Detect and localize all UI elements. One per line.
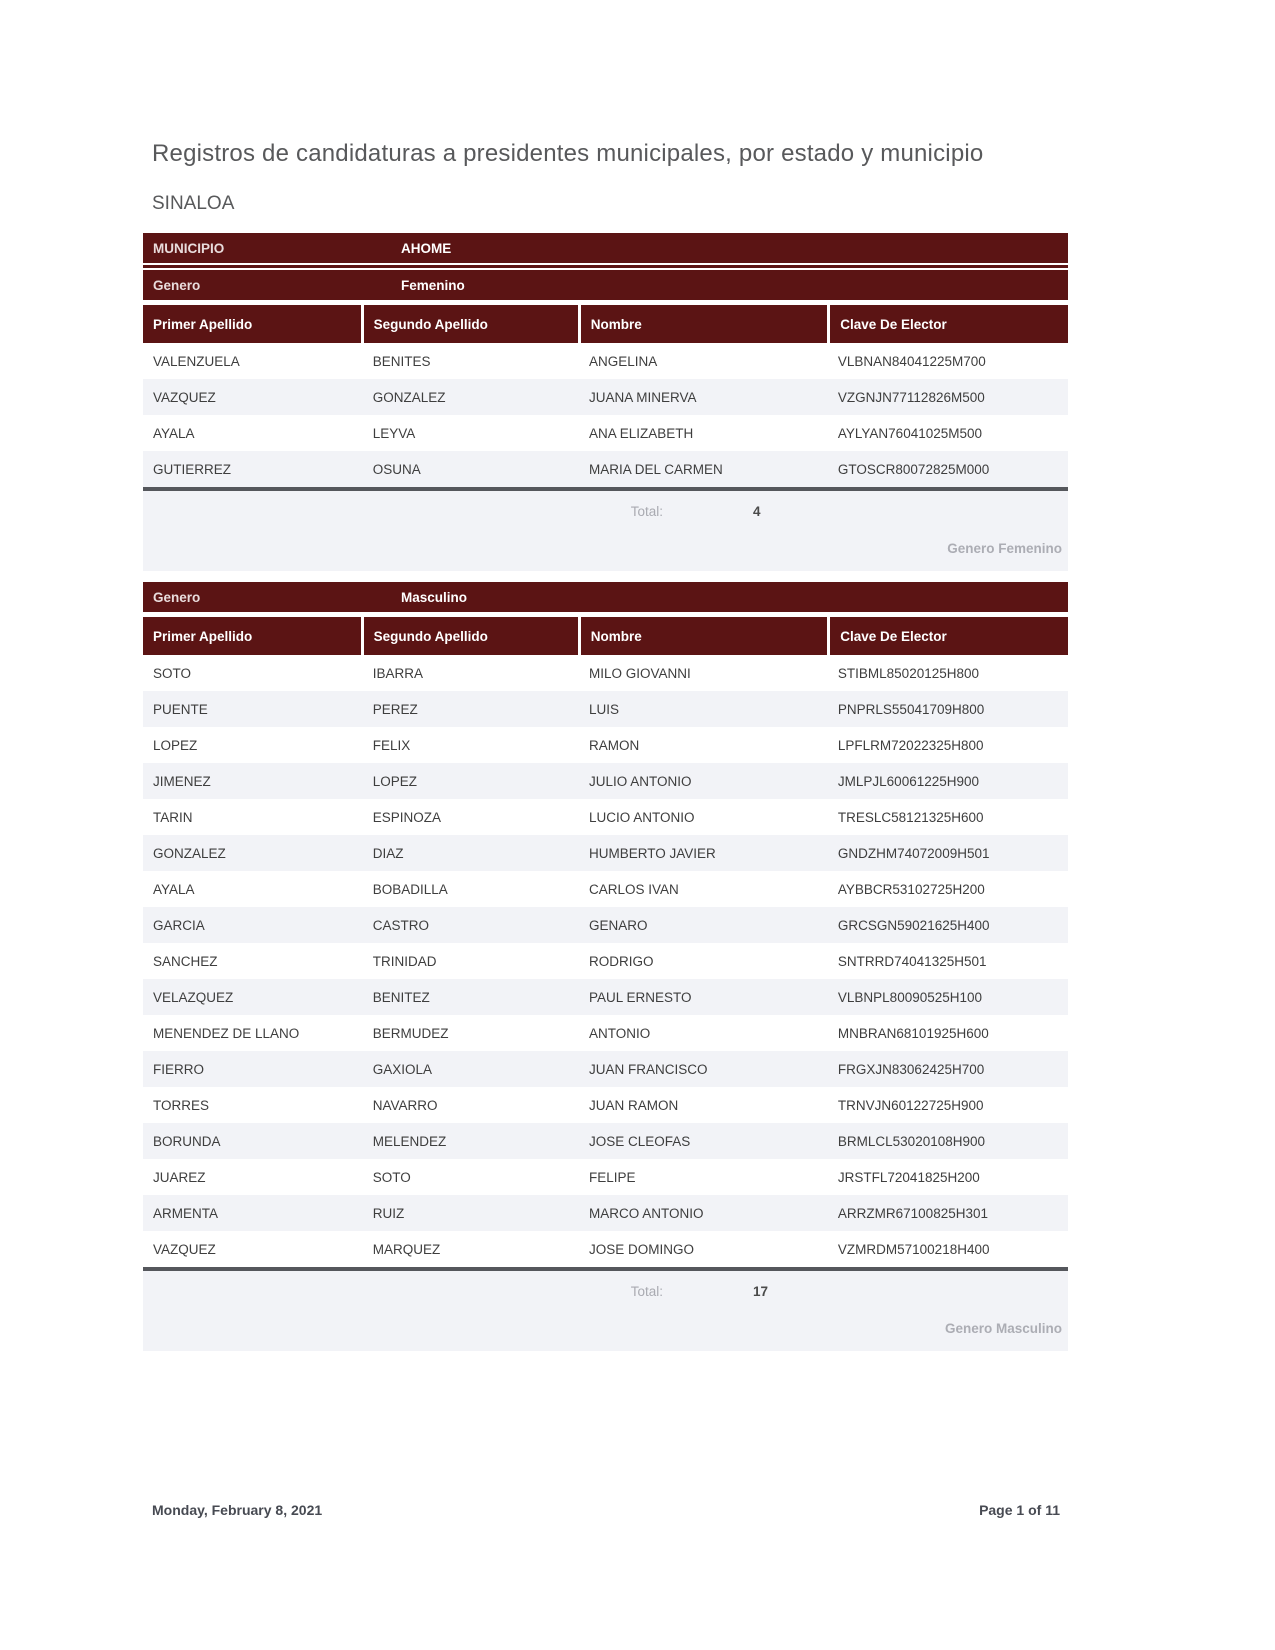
- municipio-value: AHOME: [401, 240, 452, 256]
- table-cell: ESPINOZA: [372, 809, 442, 825]
- table-row: [143, 1195, 1068, 1231]
- column-header: Segundo Apellido: [364, 305, 581, 343]
- table-cell: AYBBCR53102725H200: [837, 881, 985, 897]
- table-cell: SNTRRD74041325H501: [837, 953, 987, 969]
- table-cell: STIBML85020125H800: [837, 665, 980, 681]
- table-cell: TRESLC58121325H600: [837, 809, 984, 825]
- table-cell: VELAZQUEZ: [153, 989, 234, 1005]
- table-cell: JMLPJL60061225H900: [837, 773, 980, 789]
- table-cell: TRINIDAD: [372, 953, 437, 969]
- table-row: [143, 979, 1068, 1015]
- genero-label: Genero: [153, 277, 201, 293]
- table-cell: VAZQUEZ: [153, 389, 216, 405]
- table-cell: PAUL ERNESTO: [588, 989, 692, 1005]
- column-header-row: [143, 617, 1068, 655]
- table-row: [143, 799, 1068, 835]
- table-cell: HUMBERTO JAVIER: [588, 845, 716, 861]
- table-row: [143, 943, 1068, 979]
- table-cell: VALENZUELA: [153, 353, 240, 369]
- genero-header-bar: [143, 582, 1068, 612]
- table-cell: JUAN RAMON: [588, 1097, 679, 1113]
- column-header: Clave De Elector: [830, 617, 1068, 655]
- table-cell: BENITEZ: [372, 989, 430, 1005]
- table-cell: CARLOS IVAN: [588, 881, 679, 897]
- table-cell: SOTO: [153, 665, 192, 681]
- table-cell: ANTONIO: [588, 1025, 651, 1041]
- footer-date: Monday, February 8, 2021: [152, 1502, 323, 1518]
- table-cell: ANGELINA: [588, 353, 658, 369]
- table-row: [143, 1159, 1068, 1195]
- table-row: [143, 835, 1068, 871]
- table-cell: TORRES: [153, 1097, 210, 1113]
- total-block: [143, 487, 1068, 571]
- table-cell: JOSE DOMINGO: [588, 1241, 694, 1257]
- column-header: Segundo Apellido: [364, 617, 581, 655]
- table-cell: LOPEZ: [153, 737, 198, 753]
- report-title: Registros de candidaturas a presidentes municipales, por estado y municipio: [152, 140, 984, 167]
- table-cell: OSUNA: [372, 461, 421, 477]
- genero-section-masculino: [143, 582, 1068, 1351]
- table-cell: GNDZHM74072009H501: [837, 845, 990, 861]
- table-cell: MARIA DEL CARMEN: [588, 461, 723, 477]
- municipio-label: MUNICIPIO: [153, 240, 225, 256]
- total-value: 17: [753, 1284, 769, 1299]
- genero-caption: Genero Masculino: [944, 1321, 1062, 1336]
- table-cell: FELIX: [372, 737, 411, 753]
- table-cell: BORUNDA: [153, 1133, 221, 1149]
- table-row: [143, 763, 1068, 799]
- genero-header-bar: [143, 270, 1068, 300]
- table-cell: JOSE CLEOFAS: [588, 1133, 691, 1149]
- table-cell: NAVARRO: [372, 1097, 438, 1113]
- table-row: [143, 1015, 1068, 1051]
- table-cell: GTOSCR80072825M000: [837, 461, 990, 477]
- table-cell: FRGXJN83062425H700: [837, 1061, 985, 1077]
- table-cell: VLBNAN84041225M700: [837, 353, 986, 369]
- table-row: [143, 451, 1068, 487]
- table-cell: LUIS: [588, 701, 619, 717]
- table-cell: ARRZMR67100825H301: [837, 1205, 988, 1221]
- table-cell: MARQUEZ: [372, 1241, 441, 1257]
- table-cell: VZGNJN77112826M500: [837, 389, 985, 405]
- table-cell: AYALA: [153, 881, 195, 897]
- table-cell: AYALA: [153, 425, 195, 441]
- table-cell: ANA ELIZABETH: [588, 425, 694, 441]
- table-cell: GAXIOLA: [372, 1061, 433, 1077]
- table-cell: BERMUDEZ: [372, 1025, 449, 1041]
- total-label: Total:: [630, 504, 663, 519]
- table-row: [143, 655, 1068, 691]
- table-cell: MILO GIOVANNI: [588, 665, 691, 681]
- table-cell: TRNVJN60122725H900: [837, 1097, 984, 1113]
- table-cell: JUAN FRANCISCO: [588, 1061, 708, 1077]
- data-rows: [143, 655, 1068, 1267]
- column-header: Primer Apellido: [143, 617, 364, 655]
- table-cell: MENENDEZ DE LLANO: [153, 1025, 300, 1041]
- table-cell: JRSTFL72041825H200: [837, 1169, 980, 1185]
- table-cell: BOBADILLA: [372, 881, 448, 897]
- table-cell: TARIN: [153, 809, 193, 825]
- table-cell: DIAZ: [372, 845, 404, 861]
- table-cell: GENARO: [588, 917, 648, 933]
- table-cell: LEYVA: [372, 425, 416, 441]
- table-cell: BENITES: [372, 353, 431, 369]
- table-cell: MELENDEZ: [372, 1133, 447, 1149]
- table-cell: MARCO ANTONIO: [588, 1205, 704, 1221]
- table-cell: PNPRLS55041709H800: [837, 701, 985, 717]
- table-cell: GONZALEZ: [153, 845, 226, 861]
- table-row: [143, 907, 1068, 943]
- table-cell: JIMENEZ: [153, 773, 211, 789]
- table-cell: AYLYAN76041025M500: [837, 425, 983, 441]
- table-cell: GONZALEZ: [372, 389, 446, 405]
- table-row: [143, 1231, 1068, 1267]
- total-block: [143, 1267, 1068, 1351]
- table-cell: JUAREZ: [153, 1169, 206, 1185]
- table-cell: LOPEZ: [372, 773, 418, 789]
- table-cell: CASTRO: [372, 917, 430, 933]
- table-cell: VZMRDM57100218H400: [837, 1241, 990, 1257]
- table-cell: ARMENTA: [153, 1205, 219, 1221]
- genero-value: Femenino: [401, 277, 465, 293]
- table-cell: LPFLRM72022325H800: [837, 737, 984, 753]
- column-header: Nombre: [581, 617, 831, 655]
- table-cell: IBARRA: [372, 665, 424, 681]
- table-cell: SANCHEZ: [153, 953, 218, 969]
- table-row: [143, 1123, 1068, 1159]
- footer-page-number: Page 1 of 11: [979, 1502, 1060, 1518]
- genero-label: Genero: [153, 589, 201, 605]
- table-cell: JUANA MINERVA: [588, 389, 697, 405]
- total-label: Total:: [630, 1284, 663, 1299]
- column-header-row: [143, 305, 1068, 343]
- column-header: Primer Apellido: [143, 305, 364, 343]
- table-cell: VLBNPL80090525H100: [837, 989, 983, 1005]
- data-rows: [143, 343, 1068, 487]
- gender-sections: [143, 270, 1068, 1351]
- table-cell: RODRIGO: [588, 953, 654, 969]
- table-cell: PEREZ: [372, 701, 418, 717]
- table-row: [143, 691, 1068, 727]
- genero-caption: Genero Femenino: [947, 541, 1062, 556]
- table-row: [143, 343, 1068, 379]
- table-row: [143, 379, 1068, 415]
- table-cell: JULIO ANTONIO: [588, 773, 692, 789]
- column-header: Nombre: [581, 305, 831, 343]
- table-cell: VAZQUEZ: [153, 1241, 216, 1257]
- table-cell: SOTO: [372, 1169, 411, 1185]
- table-row: [143, 727, 1068, 763]
- table-row: [143, 871, 1068, 907]
- table-cell: RAMON: [588, 737, 640, 753]
- table-cell: FIERRO: [153, 1061, 205, 1077]
- municipio-separator: [143, 265, 1068, 268]
- table-cell: FELIPE: [588, 1169, 636, 1185]
- total-value: 4: [753, 504, 761, 519]
- table-cell: GRCSGN59021625H400: [837, 917, 990, 933]
- table-cell: PUENTE: [153, 701, 208, 717]
- table-cell: RUIZ: [372, 1205, 405, 1221]
- table-cell: MNBRAN68101925H600: [837, 1025, 989, 1041]
- table-cell: BRMLCL53020108H900: [837, 1133, 986, 1149]
- table-cell: LUCIO ANTONIO: [588, 809, 695, 825]
- table-row: [143, 1087, 1068, 1123]
- candidates-report-table: [143, 233, 1068, 1351]
- genero-value: Masculino: [401, 589, 468, 605]
- table-cell: GARCIA: [153, 917, 205, 933]
- table-row: [143, 1051, 1068, 1087]
- municipio-header-bar: [143, 233, 1068, 263]
- table-row: [143, 415, 1068, 451]
- column-header: Clave De Elector: [830, 305, 1068, 343]
- table-cell: GUTIERREZ: [153, 461, 232, 477]
- genero-section-femenino: [143, 270, 1068, 571]
- state-name: SINALOA: [152, 193, 235, 214]
